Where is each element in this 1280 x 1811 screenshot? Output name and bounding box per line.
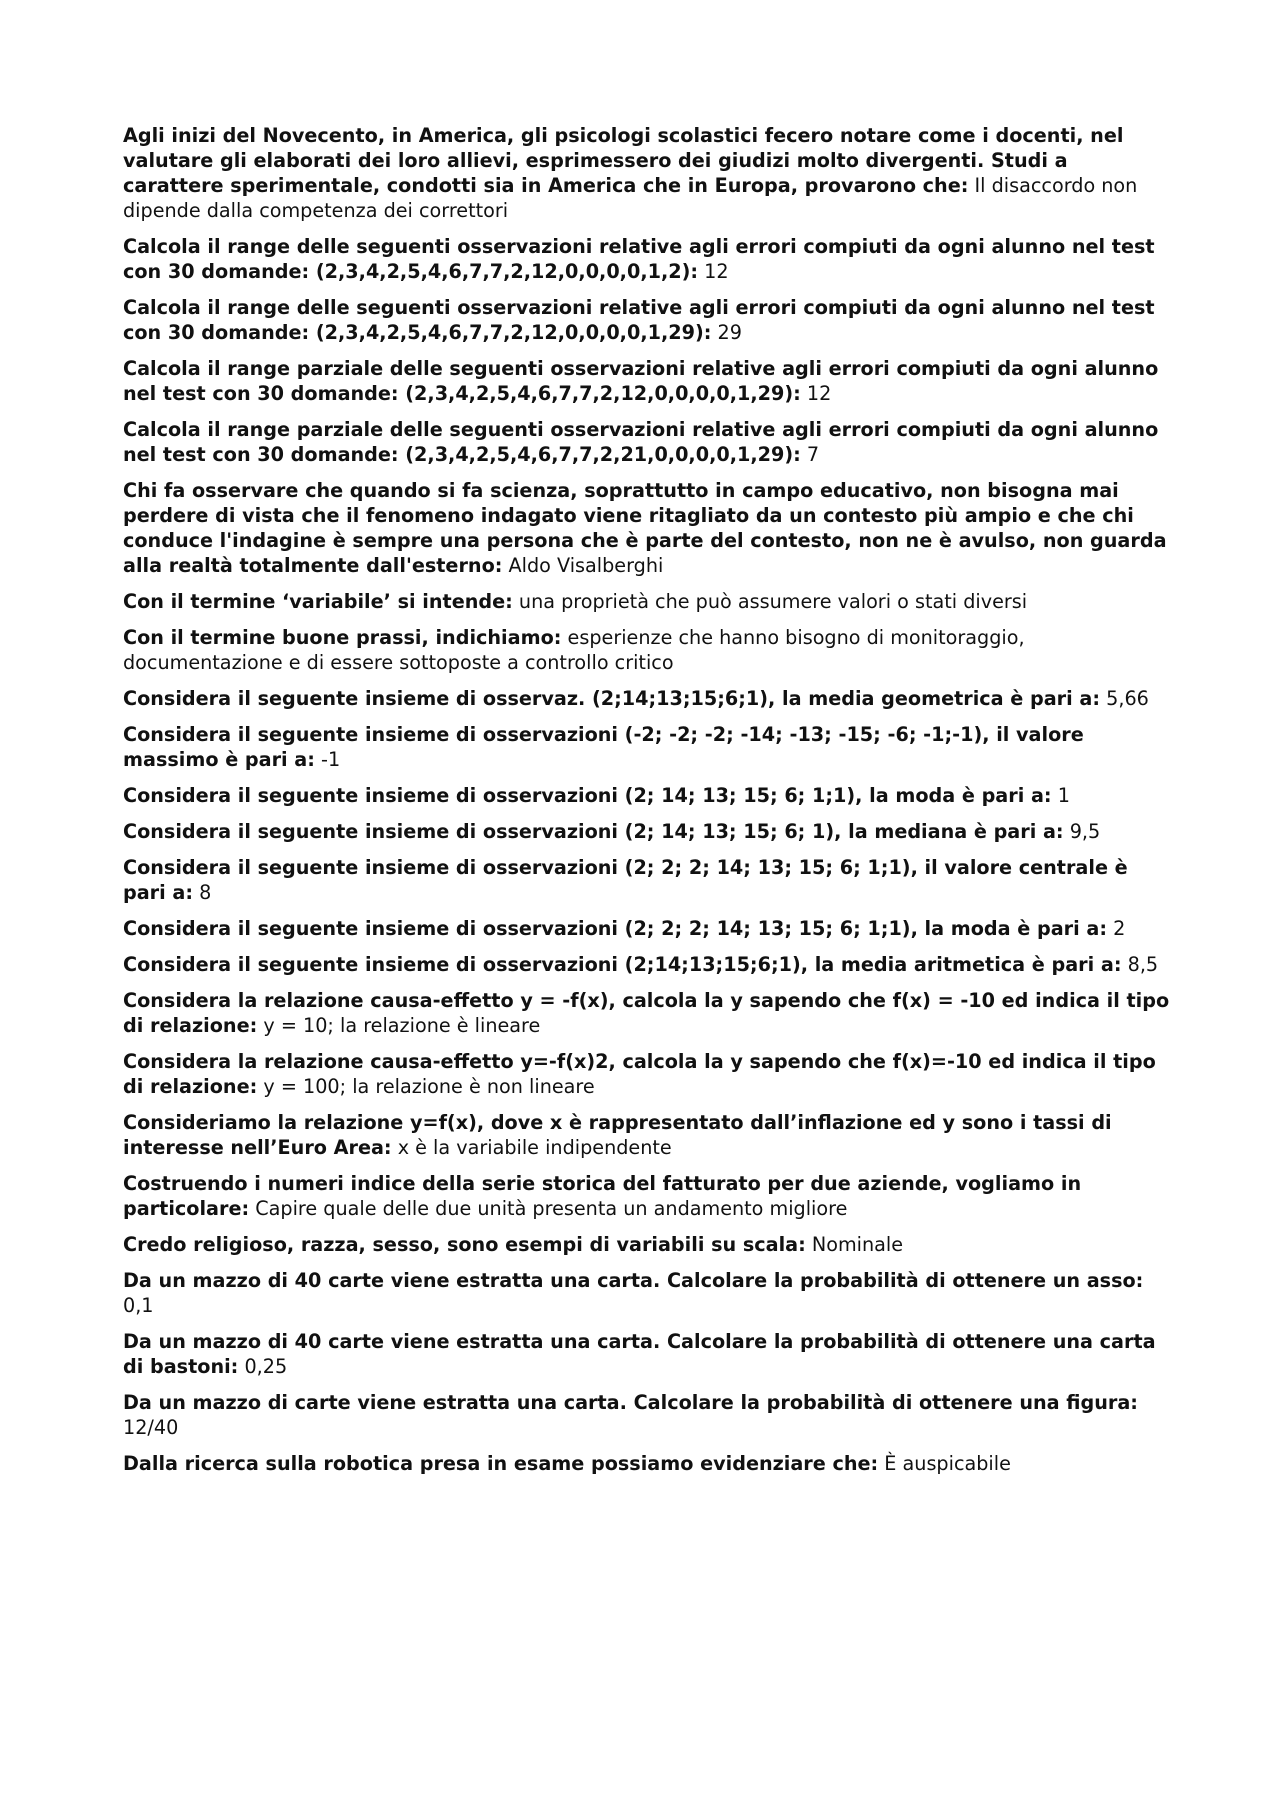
answer-text: 9,5 bbox=[1069, 820, 1101, 843]
answer-text: esperienze che hanno bisogno di monitoraggio, documentazione e di essere sottoposte a controllo critico bbox=[123, 626, 1025, 674]
qa-item-11 bbox=[123, 783, 1173, 808]
question-text: Agli inizi del Novecento, in America, gli psicologi scolastici fecero notare come i docenti, nel valutare gli elaborati dei loro allievi, esprimessero dei giudizi molto divergenti. Studi a carattere sperimentale, condotti sia in America che in Europa, provarono che: bbox=[123, 124, 1124, 197]
qa-item-18 bbox=[123, 1110, 1173, 1160]
qa-item-8 bbox=[123, 625, 1173, 675]
qa-item-19 bbox=[123, 1171, 1173, 1221]
answer-text: 12 bbox=[806, 382, 832, 405]
answer-text: 2 bbox=[1113, 917, 1126, 940]
question-text: Considera il seguente insieme di osservazioni (2;14;13;15;6;1), la media aritmetica è pari a: bbox=[123, 953, 1122, 976]
answer-text: Il disaccordo non dipende dalla competenza dei correttori bbox=[123, 174, 1138, 222]
qa-item-21 bbox=[123, 1268, 1173, 1318]
answer-text: Capire quale delle due unità presenta un andamento migliore bbox=[255, 1197, 848, 1220]
question-text: Calcola il range delle seguenti osservazioni relative agli errori compiuti da ogni alunno nel test con 30 domande: (2,3,4,2,5,4,6,7,7,2,12,0,0,0,0,1,29): bbox=[123, 296, 1155, 344]
qa-item-16 bbox=[123, 988, 1173, 1038]
qa-item-13 bbox=[123, 855, 1173, 905]
answer-text: 8 bbox=[199, 881, 212, 904]
question-text: Con il termine buone prassi, indichiamo: bbox=[123, 626, 562, 649]
qa-item-1 bbox=[123, 123, 1173, 223]
qa-item-22 bbox=[123, 1329, 1173, 1379]
question-text: Da un mazzo di 40 carte viene estratta una carta. Calcolare la probabilità di ottenere un asso: bbox=[123, 1269, 1144, 1292]
qa-item-9 bbox=[123, 686, 1173, 711]
answer-text: 0,25 bbox=[244, 1355, 288, 1378]
question-text: Dalla ricerca sulla robotica presa in esame possiamo evidenziare che: bbox=[123, 1452, 879, 1475]
answer-text: 29 bbox=[717, 321, 742, 344]
question-text: Considera il seguente insieme di osservazioni (2; 14; 13; 15; 6; 1;1), la moda è pari a: bbox=[123, 784, 1052, 807]
question-text: Costruendo i numeri indice della serie storica del fatturato per due aziende, vogliamo in particolare: bbox=[123, 1172, 1082, 1220]
answer-text: 0,1 bbox=[123, 1294, 154, 1317]
answer-text: È auspicabile bbox=[884, 1452, 1011, 1475]
qa-item-24 bbox=[123, 1451, 1173, 1476]
qa-item-12 bbox=[123, 819, 1173, 844]
answer-text: Aldo Visalberghi bbox=[508, 554, 664, 577]
question-text: Calcola il range parziale delle seguenti osservazioni relative agli errori compiuti da ogni alunno nel test con 30 domande: (2,3,4,2,5,4,6,7,7,2,12,0,0,0,0,1,29): bbox=[123, 357, 1159, 405]
answer-text: x è la variabile indipendente bbox=[397, 1136, 672, 1159]
qa-item-15 bbox=[123, 952, 1173, 977]
question-text: Considera la relazione causa-effetto y=-f(x)2, calcola la y sapendo che f(x)=-10 ed indica il tipo di relazione: bbox=[123, 1050, 1156, 1098]
qa-item-2 bbox=[123, 234, 1173, 284]
answer-text: 12/40 bbox=[123, 1416, 179, 1439]
question-text: Calcola il range parziale delle seguenti osservazioni relative agli errori compiuti da ogni alunno nel test con 30 domande: (2,3,4,2,5,4,6,7,7,2,21,0,0,0,0,1,29): bbox=[123, 418, 1159, 466]
qa-item-7 bbox=[123, 589, 1173, 614]
answer-text: 1 bbox=[1057, 784, 1070, 807]
question-text: Considera il seguente insieme di osservazioni (2; 14; 13; 15; 6; 1), la mediana è pari a: bbox=[123, 820, 1064, 843]
question-text: Considera il seguente insieme di osservazioni (2; 2; 2; 14; 13; 15; 6; 1;1), il valore centrale è pari a: bbox=[123, 856, 1128, 904]
qa-item-5 bbox=[123, 417, 1173, 467]
answer-text: 7 bbox=[806, 443, 820, 466]
qa-item-23 bbox=[123, 1390, 1173, 1440]
question-text: Da un mazzo di 40 carte viene estratta una carta. Calcolare la probabilità di ottenere una carta di bastoni: bbox=[123, 1330, 1156, 1378]
question-text: Considera il seguente insieme di osservaz. (2;14;13;15;6;1), la media geometrica è pari a: bbox=[123, 687, 1101, 710]
answer-text: 8,5 bbox=[1127, 953, 1159, 976]
question-text: Considera la relazione causa-effetto y = -f(x), calcola la y sapendo che f(x) = -10 ed indica il tipo di relazione: bbox=[123, 989, 1170, 1037]
answer-text: 5,66 bbox=[1106, 687, 1149, 710]
answer-text: Nominale bbox=[811, 1233, 904, 1256]
question-text: Con il termine ‘variabile’ si intende: bbox=[123, 590, 513, 613]
question-text: Considera il seguente insieme di osservazioni (-2; -2; -2; -14; -13; -15; -6; -1;-1), il valore massimo è pari a: bbox=[123, 723, 1084, 771]
question-text: Credo religioso, razza, sesso, sono esempi di variabili su scala: bbox=[123, 1233, 806, 1256]
answer-text: y = 10; la relazione è lineare bbox=[263, 1014, 541, 1037]
question-text: Da un mazzo di carte viene estratta una carta. Calcolare la probabilità di ottenere una figura: bbox=[123, 1391, 1138, 1414]
question-text: Calcola il range delle seguenti osservazioni relative agli errori compiuti da ogni alunno nel test con 30 domande: (2,3,4,2,5,4,6,7,7,2,12,0,0,0,0,1,2): bbox=[123, 235, 1155, 283]
question-text: Considera il seguente insieme di osservazioni (2; 2; 2; 14; 13; 15; 6; 1;1), la moda è pari a: bbox=[123, 917, 1108, 940]
answer-text: una proprietà che può assumere valori o stati diversi bbox=[518, 590, 1028, 613]
document-page bbox=[123, 123, 1173, 1487]
qa-item-17 bbox=[123, 1049, 1173, 1099]
qa-item-3 bbox=[123, 295, 1173, 345]
qa-item-6 bbox=[123, 478, 1173, 578]
qa-item-4 bbox=[123, 356, 1173, 406]
qa-item-14 bbox=[123, 916, 1173, 941]
question-text: Consideriamo la relazione y=f(x), dove x è rappresentato dall’inflazione ed y sono i tassi di interesse nell’Euro Area: bbox=[123, 1111, 1112, 1159]
answer-text: 12 bbox=[704, 260, 729, 283]
answer-text: y = 100; la relazione è non lineare bbox=[263, 1075, 595, 1098]
qa-item-20 bbox=[123, 1232, 1173, 1257]
question-text: Chi fa osservare che quando si fa scienza, soprattutto in campo educativo, non bisogna mai perdere di vista che il fenomeno indagato viene ritagliato da un contesto più ampio e che chi conduce l'indagine è sempre una persona che è parte del contesto, non ne è avulso, non guarda alla realtà totalmente dall'esterno: bbox=[123, 479, 1167, 577]
qa-item-10 bbox=[123, 722, 1173, 772]
answer-text: -1 bbox=[321, 748, 341, 771]
